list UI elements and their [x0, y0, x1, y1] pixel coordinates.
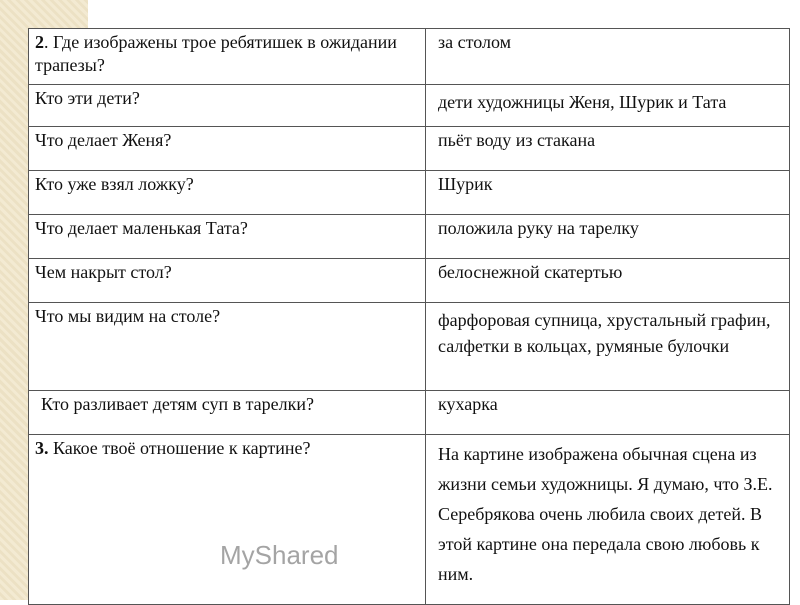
table-row [29, 435, 790, 605]
table-row [29, 215, 790, 259]
question-cell: Кто разливает детям суп в тарелки? [29, 391, 426, 435]
question-cell: Что делает Женя? [29, 127, 426, 171]
watermark: MyShared [220, 540, 339, 570]
table-row [29, 127, 790, 171]
answer-cell: кухарка [426, 391, 790, 435]
table-row [29, 391, 790, 435]
answer-cell: фарфоровая супница, хрустальный графин, салфетки в кольцах, румяные булочки [426, 303, 790, 391]
question-text: Какое твоё отношение к картине? [48, 438, 311, 458]
table-row [29, 171, 790, 215]
table-row [29, 259, 790, 303]
answer-cell: На картине изображена обычная сцена из жизни семьи художницы. Я думаю, что З.Е. Серебрякова очень любила своих детей. В этой картине она передала свою любовь к ним. [426, 435, 790, 605]
question-cell: Чем накрыт стол? [29, 259, 426, 303]
question-number: 2 [35, 32, 44, 52]
answer-cell: Шурик [426, 171, 790, 215]
answer-cell: дети художницы Женя, Шурик и Тата [426, 85, 790, 127]
question-cell [29, 29, 426, 85]
answer-cell: за столом [426, 29, 790, 85]
answer-cell: положила руку на тарелку [426, 215, 790, 259]
question-cell: Что делает маленькая Тата? [29, 215, 426, 259]
question-cell: Кто эти дети? [29, 85, 426, 127]
answer-cell: пьёт воду из стакана [426, 127, 790, 171]
question-number: 3. [35, 438, 49, 458]
question-cell: Кто уже взял ложку? [29, 171, 426, 215]
qa-table [28, 28, 790, 605]
question-text: . Где изображены трое ребятишек в ожидании трапезы? [35, 32, 397, 75]
question-cell: Что мы видим на столе? [29, 303, 426, 391]
table-row [29, 29, 790, 85]
answer-cell: белоснежной скатертью [426, 259, 790, 303]
table-row [29, 85, 790, 127]
table-row [29, 303, 790, 391]
question-cell [29, 435, 426, 605]
